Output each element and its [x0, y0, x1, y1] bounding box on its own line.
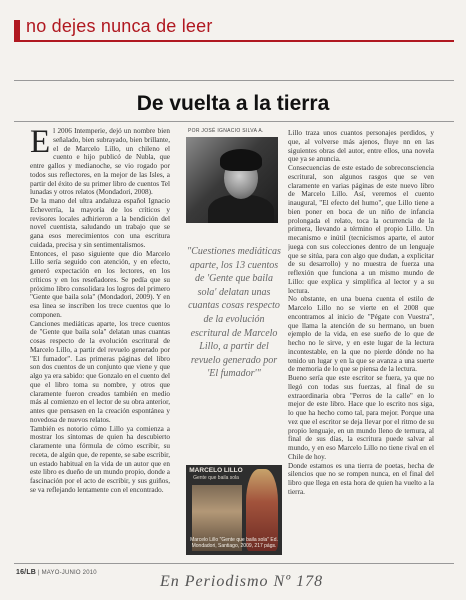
photo-hair — [220, 149, 262, 171]
drop-cap: E — [30, 127, 51, 160]
paragraph: No obstante, en una buena cuenta el estilo de Marcelo Lillo no se vierte en el 2008 que encontramos al inicio de "Pégate con Vuestra", que llama la atención de su hermano, un buen ejemplo de la vida, en ese sueño de lo que de hecho no le sirve, y en este lugar de la lectura incontestable, en la que no pierde dónde no ha tenido un lugar y en la que se avanza a una suerte de memoria de lo que se piensa de la lectura. — [288, 295, 434, 374]
paragraph: Entonces, el paso siguiente que dio Marcelo Lillo sería seguido con atención, y en efecto, generó expectación en los lectores, en los críticos y en los reseñadores. Se pedía que su próximo libro consolidara los logros del primero "Gente que baila sola" (Mondadori, 2009). Y en esa linea se inscriben los trece cuentos que lo componen. — [30, 249, 170, 319]
footer-rule — [14, 563, 454, 564]
paragraph: Donde estamos es una tierra de poetas, hecha de silencios que no se rompen nunca, en el final del libro que llega en esta hora de quien ha vuelto a la tierra. — [288, 461, 434, 496]
book-cover-title: Gente que baila sola — [193, 475, 239, 481]
handwritten-note: En Periodismo Nº 178 — [160, 573, 324, 590]
footer-issue-date: | MAYO-JUNIO 2010 — [37, 570, 97, 576]
footer-page-number: 16/LB — [16, 569, 37, 576]
headline-rule-bottom — [14, 121, 454, 122]
headline-rule-top — [14, 80, 454, 81]
article-byline: POR JOSÉ IGNACIO SILVA A. — [188, 128, 264, 134]
paragraph: l 2006 Intemperie, dejó un nombre bien señalado, bien subrayado, bien brillante, el de Marcelo Lillo, un chileno el cuento e hijo publicó de Nubla, que entre gallos y medianoche, se vio rogado por todos sus reflectores, en la mejor de las Isles, a partir del éxito de su primer libro de cuentos Tel lunadas y otros relatos (Mondadori, 2008). — [30, 127, 170, 197]
paragraph: Consecuencias de este estado de sobreconsciencia escritural, son algunos rasgos que se ven claramente en varias páginas de este nuevo libro de Marcelo Lillo. Así, veremos el cuento inaugural, "El efecto del humo", que Lillo tiene a bien poner en boca de un niño de infancia prolongada el relato, toca la ocurrencia de la primera, llevando a término el propio Lillo. Un mecanismo e inútil (tecnicismos aparte, el autor juega con sus colecciones dentro de un lenguaje que se sitúa, para con algo que dudan, a explicitar de su desarrollo) y no muestra de fuerza una reflexión que funciona a un mismo mundo de Lillo: que explica y simplifica al lector y a su lectura. — [288, 164, 434, 295]
book-cover-author: MARCELO LILLO — [189, 467, 243, 474]
article-column-3 — [288, 129, 434, 557]
paragraph: Canciones mediáticas aparte, los trece cuentos de "Gente que baila sola" delatan unas cuantas cosas respecto de la evolución escritural de Marcelo Lillo, a partir del revuelo generado por "El fumador". Las primeras páginas del libro son dos cuentos de un conjunto que viene y que algo ya era sabido: que Gonzalo en el cuento del que el libro toma su nombre, y otros que claramente fueron creados también en medio más al comienzo en el lector de su obra anterior, antes que pensasen en la creación espontánea y novedosa de nuevos relatos. — [30, 319, 170, 424]
photo-shirt — [208, 195, 274, 223]
paragraph: También es notorio cómo Lillo ya comienza a mostrar los síntomas de quien ha descubierto claramente una fórmula de cómo escribir, su receta, de algún que, de repente, se sabe escribir, un estado habitual en la vida de un autor que en este libro es dueño de un mundo propio, donde a fascinación por el acto de escribir, y sus guiños, se va reflejando lentamente con el encontrado. — [30, 424, 170, 494]
pull-quote: "Cuestiones mediáticas aparte, los 13 cuentos de 'Gente que baila sola' delatan unas cuantas cosas respecto de la evolución escritural de Marcelo Lillo, a partir del revuelo generado por 'El fumador'" — [187, 246, 281, 380]
article-headline: De vuelta a la tierra — [136, 92, 330, 115]
paragraph: Bueno sería que este escritor se fuera, ya que no llegó con todas sus fuerzas, al final de su extraordinaria obra "Perros de la calle" en lo mejor de este libro. Hace que lo escrito nos siga, lo que ha hecho como tal, para mejor. Porque una vez que el escritor se deja llevar por el ritmo de su propio lenguaje, en un mundo lleno de ternura, al final de sus días, la escritura puede salvar al mundo, y en eso Marcelo Lillo no tiene rival en el Chile de hoy. — [288, 374, 434, 461]
footer-folio — [16, 569, 97, 576]
section-title: no dejes nunca de leer — [26, 16, 213, 36]
book-caption: Marcelo Lillo "Gente que baila sola" Ed. Mondadori, Santiago, 2009, 217 págs. — [190, 537, 278, 549]
paragraph: Lillo traza unos cuantos personajes perdidos, y que, al volverse más ajenos, fluye nn en las siguientes obras del autor, entre ellos, una novela que ya se anuncia. — [288, 129, 434, 164]
article-column-1 — [30, 127, 170, 555]
author-photo — [186, 137, 278, 223]
paragraph: De la mano del ultra andaluza español Ignacio Echeverría, la mayoría de los críticos y revisores locales adhirieron a la bendición del novel cuentista, saludando un trabajo que se gana esos merecimientos con una escritura cuidada, precisa y sin sentimentalismos. — [30, 197, 170, 249]
